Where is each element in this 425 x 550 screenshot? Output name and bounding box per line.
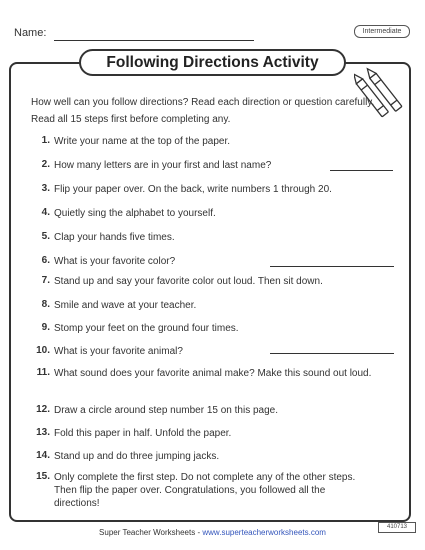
step-number: 15.: [36, 471, 50, 482]
step-number: 3.: [41, 183, 50, 194]
step-number: 8.: [41, 299, 50, 310]
step-number: 6.: [41, 255, 50, 266]
step-number: 4.: [41, 207, 50, 218]
step-text: Smile and wave at your teacher.: [54, 300, 197, 311]
step-text: Draw a circle around step number 15 on this page.: [54, 405, 279, 416]
step-number: 11.: [36, 367, 50, 378]
page-title: Following Directions Activity: [79, 49, 346, 76]
step-text: Fold this paper in half. Unfold the paper.: [54, 428, 232, 439]
footer-site-name: Super Teacher Worksheets: [99, 528, 196, 537]
step-number: 14.: [36, 450, 50, 461]
step-text: Flip your paper over. On the back, write numbers 1 through 20.: [54, 184, 332, 195]
step-number: 13.: [36, 427, 50, 438]
answer-line-step-10[interactable]: [270, 353, 394, 354]
answer-line-step-6[interactable]: [270, 266, 394, 267]
step-text: Stomp your feet on the ground four times.: [54, 323, 239, 334]
name-line[interactable]: [54, 40, 254, 41]
step-number: 5.: [41, 231, 50, 242]
step-text: Stand up and say your favorite color out loud. Then sit down.: [54, 276, 323, 287]
name-label: Name:: [14, 27, 47, 39]
step-text: Clap your hands five times.: [54, 232, 175, 243]
step-text: What is your favorite color?: [54, 256, 176, 267]
step-text: What sound does your favorite animal make? Make this sound out loud.: [54, 368, 372, 379]
level-badge: Intermediate: [354, 25, 410, 38]
footer-separator: -: [195, 528, 203, 537]
answer-line-step-2[interactable]: [330, 170, 393, 171]
footer: [0, 528, 425, 537]
step-number: 9.: [41, 322, 50, 333]
step-text: Only complete the first step. Do not complete any of the other steps. Then flip the paper over. Congratulations, you followed all the directions!: [54, 472, 356, 509]
worksheet-code: 410713: [378, 522, 416, 533]
step-number: 1.: [41, 135, 50, 146]
step-text: Stand up and do three jumping jacks.: [54, 451, 220, 462]
footer-url[interactable]: www.superteacherworksheets.com: [202, 528, 326, 537]
step-number: 12.: [36, 404, 50, 415]
intro-text: How well can you follow directions? Read each direction or question carefully. Read all 15 steps first before completing any.: [31, 97, 375, 125]
step-text: How many letters are in your first and last name?: [54, 160, 272, 171]
step-text: Quietly sing the alphabet to yourself.: [54, 208, 216, 219]
step-number: 2.: [41, 159, 50, 170]
step-text: Write your name at the top of the paper.: [54, 136, 231, 147]
step-text: What is your favorite animal?: [54, 346, 183, 357]
step-number: 10.: [36, 345, 50, 356]
step-number: 7.: [41, 275, 50, 286]
